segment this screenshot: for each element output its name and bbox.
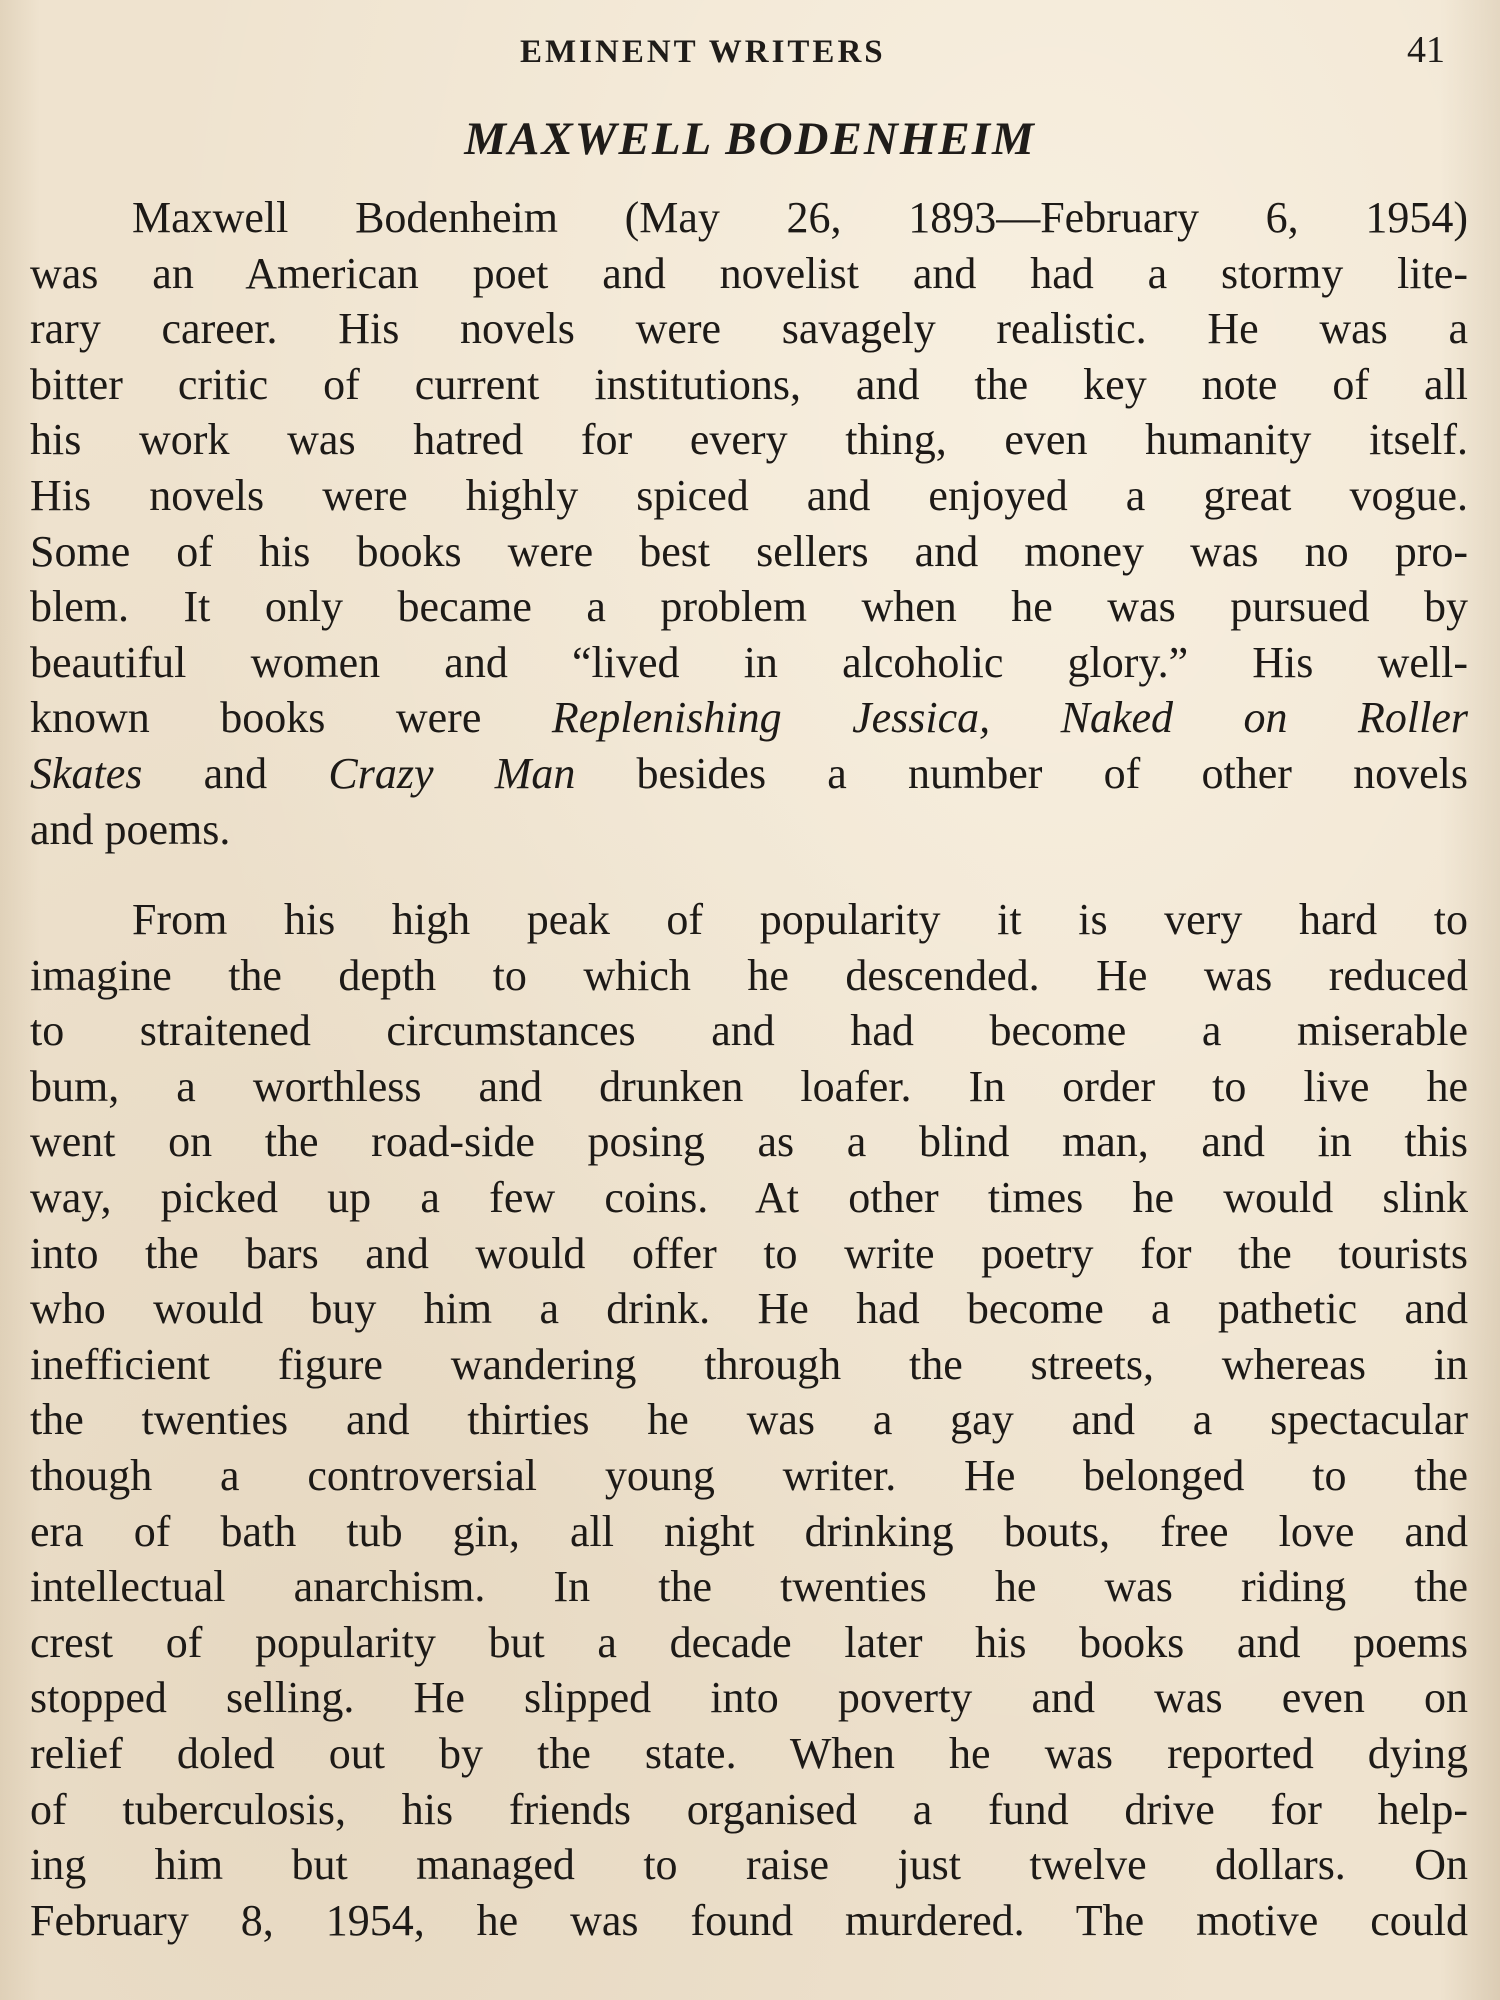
text-line: though a controversial young writer. He belonged to the: [30, 1450, 1468, 1500]
text-line: who would buy him a drink. He had become a pathetic and: [30, 1284, 1468, 1334]
text-line: [30, 690, 1468, 746]
text-line: and poems.: [30, 804, 231, 854]
text-line: was an American poet and novelist and had a stormy lite-: [30, 248, 1468, 298]
paragraph-1: [30, 190, 1468, 857]
text-line: his work was hatred for every thing, even humanity itself.: [30, 415, 1468, 465]
text-segment: besides a number of other novels: [575, 748, 1468, 798]
text-line: went on the road-side posing as a blind man, and in this: [30, 1117, 1468, 1167]
text-line: beautiful women and “lived in alcoholic glory.” His well-: [30, 637, 1468, 687]
book-title: Skates: [30, 748, 143, 798]
book-titles: Replenishing Jessica, Naked on Roller: [551, 693, 1468, 743]
text-line: relief doled out by the state. When he was reported dying: [30, 1728, 1468, 1778]
text-line: imagine the depth to which he descended. He was reduced: [30, 950, 1468, 1000]
text-line: rary career. His novels were savagely realistic. He was a: [30, 304, 1468, 354]
text-line: February 8, 1954, he was found murdered. The motive could: [30, 1895, 1468, 1945]
text-line: bitter critic of current institutions, and the key note of all: [30, 359, 1468, 409]
text-line: into the bars and would offer to write poetry for the tourists: [30, 1228, 1468, 1278]
text-line: the twenties and thirties he was a gay and a spectacular: [30, 1395, 1468, 1445]
running-title: EMINENT WRITERS: [520, 34, 886, 70]
text-line: His novels were highly spiced and enjoyed a great vogue.: [30, 470, 1468, 520]
text-segment: and: [142, 748, 329, 798]
text-line: inefficient figure wandering through the streets, whereas in: [30, 1339, 1468, 1389]
text-line: era of bath tub gin, all night drinking bouts, free love and: [30, 1506, 1468, 1556]
text-line: way, picked up a few coins. At other times he would slink: [30, 1172, 1468, 1222]
paragraph-2: [30, 892, 1468, 1948]
text-line: From his high peak of popularity it is very hard to: [132, 895, 1468, 944]
text-line: ing him but managed to raise just twelve dollars. On: [30, 1840, 1468, 1890]
page-number: 41: [1407, 29, 1445, 71]
text-line: crest of popularity but a decade later his books and poems: [30, 1617, 1468, 1667]
text-line: stopped selling. He slipped into poverty and was even on: [30, 1673, 1468, 1723]
text-line: to straitened circumstances and had become a miserable: [30, 1006, 1468, 1056]
text-line: of tuberculosis, his friends organised a fund drive for help-: [30, 1784, 1468, 1834]
text-line: bum, a worthless and drunken loafer. In order to live he: [30, 1061, 1468, 1111]
text-line: blem. It only became a problem when he was pursued by: [30, 582, 1468, 632]
text-line: Maxwell Bodenheim (May 26, 1893—February 6, 1954): [132, 193, 1468, 242]
text-line: intellectual anarchism. In the twenties he was riding the: [30, 1562, 1468, 1612]
text-line: [30, 746, 1468, 802]
text-line: Some of his books were best sellers and money was no pro-: [30, 526, 1468, 576]
article-title: MAXWELL BODENHEIM: [464, 113, 1036, 165]
running-head: [0, 28, 1500, 78]
book-title: Crazy Man: [328, 748, 576, 798]
text-segment: known books were: [30, 693, 552, 743]
